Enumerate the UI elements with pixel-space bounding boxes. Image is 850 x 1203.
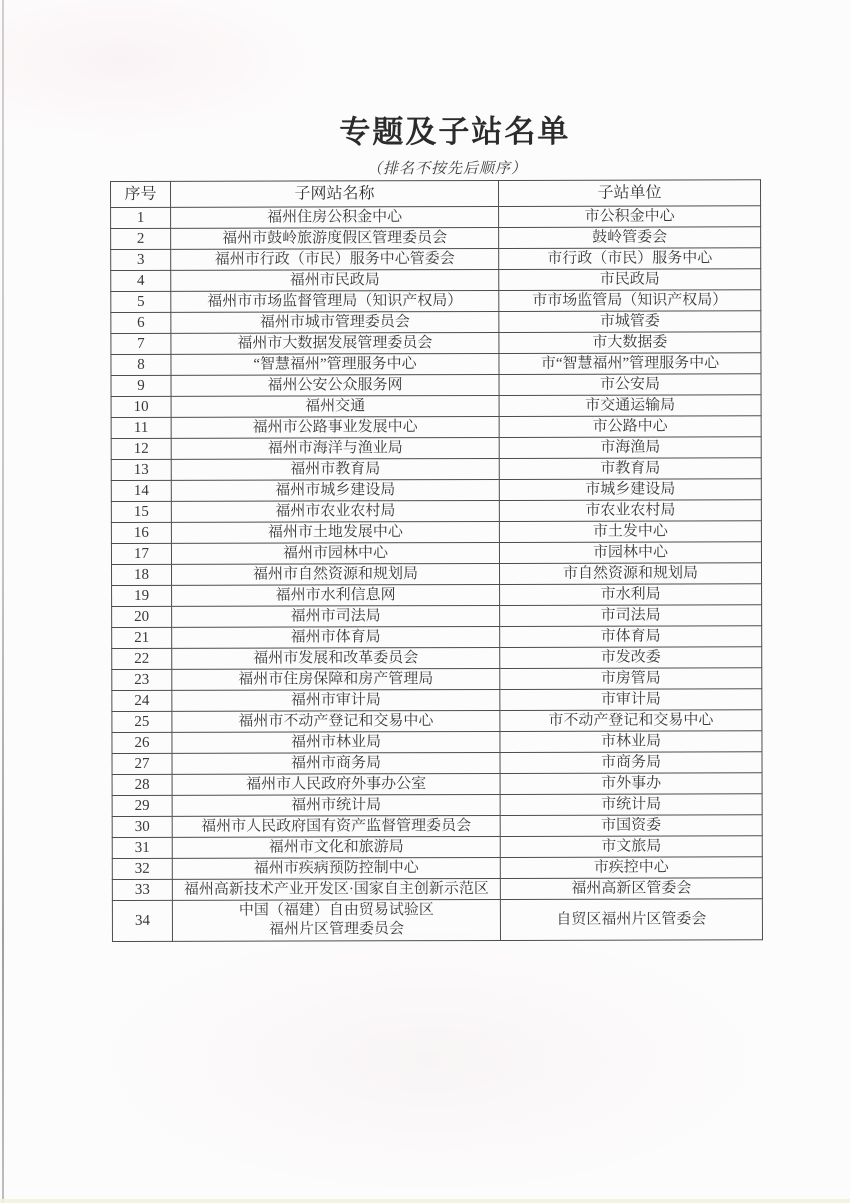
row-number-cell: 1 [111,207,171,228]
table-row [112,605,762,628]
site-unit-cell: 市发改委 [500,647,762,669]
site-unit-cell: 市司法局 [500,605,762,627]
table-row [112,731,762,754]
row-number-cell: 17 [111,543,171,564]
table-row [111,542,761,565]
table-row [111,416,761,439]
site-name-cell: 福州市人民政府外事办公室 [172,773,500,795]
table-row [111,479,761,502]
site-unit-cell: 市农业农村局 [499,500,761,522]
table-header-row [110,180,760,208]
site-name-cell: 福州市统计局 [172,794,500,816]
site-unit-cell: 市交通运输局 [499,395,761,417]
site-name-cell: 福州市城乡建设局 [171,479,499,501]
row-number-cell: 18 [111,564,171,585]
row-number-cell: 4 [111,270,171,291]
table-row [112,794,762,817]
site-unit-cell: 市城管委 [499,311,761,333]
table-row [111,563,761,586]
row-number-cell: 22 [112,648,172,669]
column-header-site-unit: 子站单位 [498,180,760,207]
table-row [112,752,762,775]
row-number-cell: 19 [112,585,172,606]
table-row [112,836,762,859]
table-row [111,353,761,376]
row-number-cell: 20 [112,606,172,627]
site-unit-cell: 市海渔局 [499,437,761,459]
site-name-cell: 福州市审计局 [172,689,500,711]
site-name-cell: 福州市疾病预防控制中心 [172,857,500,879]
site-name-cell: 福州市林业局 [172,731,500,753]
subsite-table [110,179,763,942]
table-row [111,290,761,313]
table-row [112,584,762,607]
table-row [111,458,761,481]
site-name-cell: 福州市司法局 [172,605,500,627]
table-row [111,248,761,271]
site-unit-cell: 市公积金中心 [499,206,761,228]
table-row [112,647,762,670]
row-number-cell: 7 [111,333,171,354]
site-name-cell: 福州市大数据发展管理委员会 [171,332,499,354]
site-unit-cell: 市不动产登记和交易中心 [500,710,762,732]
site-unit-cell: 市文旅局 [500,836,762,858]
site-unit-cell: 市商务局 [500,752,762,774]
table-row [112,773,762,796]
site-unit-cell: 市体育局 [500,626,762,648]
site-name-cell: 福州市自然资源和规划局 [171,563,499,585]
row-number-cell: 33 [112,879,172,900]
site-unit-cell: 市公安局 [499,374,761,396]
site-unit-cell: 市教育局 [499,458,761,480]
site-unit-cell: 市水利局 [500,584,762,606]
table-row [112,815,762,838]
site-name-cell: 福州市鼓岭旅游度假区管理委员会 [171,227,499,249]
scan-left-edge [2,0,4,1203]
site-name-cell: 福州市海洋与渔业局 [171,437,499,459]
site-unit-cell: 市自然资源和规划局 [499,563,761,585]
row-number-cell: 34 [112,900,172,941]
table-row [112,857,762,880]
column-header-index: 序号 [110,181,170,207]
row-number-cell: 11 [111,417,171,438]
site-name-cell: 福州市行政（市民）服务中心管委会 [171,248,499,270]
site-unit-cell: 鼓岭管委会 [499,227,761,249]
row-number-cell: 13 [111,459,171,480]
site-unit-cell: 自贸区福州片区管委会 [500,899,762,941]
row-number-cell: 9 [111,375,171,396]
site-name-cell: 福州住房公积金中心 [171,206,499,228]
table-row [112,668,762,691]
site-unit-cell: 市民政局 [499,269,761,291]
site-name-cell: 福州市体育局 [172,626,500,648]
row-number-cell: 30 [112,816,172,837]
table-row [111,521,761,544]
table-row [111,395,761,418]
site-unit-cell: 市林业局 [500,731,762,753]
site-name-cell: 福州市教育局 [171,458,499,480]
table-row [111,500,761,523]
site-name-cell: 福州市商务局 [172,752,500,774]
site-name-cell: 福州市发展和改革委员会 [172,647,500,669]
row-number-cell: 25 [112,711,172,732]
site-name-cell: 福州市公路事业发展中心 [171,416,499,438]
row-number-cell: 31 [112,837,172,858]
site-name-cell: 福州市文化和旅游局 [172,836,500,858]
site-unit-cell: 市城乡建设局 [499,479,761,501]
site-unit-cell: 市统计局 [500,794,762,816]
site-name-cell: 福州市民政局 [171,269,499,291]
table-row [111,332,761,355]
site-name-cell: 福州市城市管理委员会 [171,311,499,333]
table-row [112,710,762,733]
site-unit-cell: 福州高新区管委会 [500,878,762,900]
site-unit-cell: 市疾控中心 [500,857,762,879]
row-number-cell: 32 [112,858,172,879]
row-number-cell: 12 [111,438,171,459]
site-name-cell: 中国（福建）自由贸易试验区 福州片区管理委员会 [172,899,500,941]
row-number-cell: 2 [111,228,171,249]
site-unit-cell: 市园林中心 [499,542,761,564]
site-name-cell: 福州市园林中心 [171,542,499,564]
table-row [111,437,761,460]
row-number-cell: 10 [111,396,171,417]
row-number-cell: 3 [111,249,171,270]
page-title: 专题及子站名单 [339,113,571,150]
site-name-cell: 福州市农业农村局 [171,500,499,522]
site-unit-cell: 市市场监管局（知识产权局） [499,290,761,312]
site-name-cell: 福州市市场监督管理局（知识产权局） [171,290,499,312]
site-name-cell: 福州市水利信息网 [172,584,500,606]
table-row [111,311,761,334]
row-number-cell: 14 [111,480,171,501]
row-number-cell: 26 [112,732,172,753]
site-name-cell: 福州市住房保障和房产管理局 [172,668,500,690]
row-number-cell: 16 [111,522,171,543]
site-unit-cell: 市土发中心 [499,521,761,543]
site-name-cell: 福州市人民政府国有资产监督管理委员会 [172,815,500,837]
site-name-cell: 福州公安公众服务网 [171,374,499,396]
site-unit-cell: 市房管局 [500,668,762,690]
site-name-cell: 福州高新技术产业开发区·国家自主创新示范区 [172,878,500,900]
site-name-cell: 福州市不动产登记和交易中心 [172,710,500,732]
row-number-cell: 8 [111,354,171,375]
table-row [111,206,761,229]
row-number-cell: 27 [112,753,172,774]
table-row [112,899,762,942]
row-number-cell: 15 [111,501,171,522]
table-row [111,269,761,292]
row-number-cell: 28 [112,774,172,795]
row-number-cell: 23 [112,669,172,690]
scan-bottom-edge [0,1199,850,1203]
site-name-cell: “智慧福州”管理服务中心 [171,353,499,375]
table-row [112,878,762,901]
site-unit-cell: 市大数据委 [499,332,761,354]
site-name-cell: 福州交通 [171,395,499,417]
site-unit-cell: 市外事办 [500,773,762,795]
table-row [111,374,761,397]
site-unit-cell: 市“智慧福州”管理服务中心 [499,353,761,375]
site-unit-cell: 市审计局 [500,689,762,711]
table-row [112,626,762,649]
row-number-cell: 29 [112,795,172,816]
site-name-cell: 福州市土地发展中心 [171,521,499,543]
site-unit-cell: 市行政（市民）服务中心 [499,248,761,270]
row-number-cell: 24 [112,690,172,711]
table-row [111,227,761,250]
row-number-cell: 5 [111,291,171,312]
site-unit-cell: 市国资委 [500,815,762,837]
page-subtitle: （排名不按先后顺序） [366,160,527,178]
table-row [112,689,762,712]
row-number-cell: 6 [111,312,171,333]
row-number-cell: 21 [112,627,172,648]
column-header-site-name: 子网站名称 [170,180,498,207]
site-unit-cell: 市公路中心 [499,416,761,438]
